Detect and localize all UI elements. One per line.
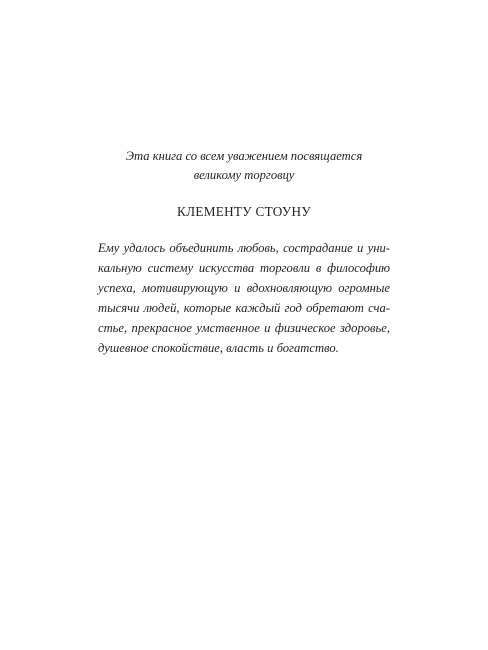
dedicatee-name: КЛЕМЕНТУ СТОУНУ bbox=[177, 204, 311, 219]
paragraph-line: кальную систему искусства торговли в философию bbox=[98, 261, 390, 275]
dedication-line-1: Эта книга со всем уважением посвящается bbox=[125, 149, 363, 163]
paragraph-line: тысячи людей, которые каждый год обретают сча- bbox=[98, 301, 390, 315]
dedication-line-2: великому торговцу bbox=[193, 168, 295, 182]
paragraph-line: Ему удалось объединить любовь, сострадание и уни- bbox=[98, 241, 390, 255]
paragraph-line: успеха, мотивирующую и вдохновляющую огромные bbox=[98, 281, 390, 295]
paragraph-line: душевное спокойствие, власть и богатство. bbox=[98, 341, 339, 355]
dedication-paragraph bbox=[98, 238, 390, 358]
dedication bbox=[0, 147, 488, 185]
paragraph-line: стье, прекрасное умственное и физическое здоровье, bbox=[98, 321, 390, 335]
